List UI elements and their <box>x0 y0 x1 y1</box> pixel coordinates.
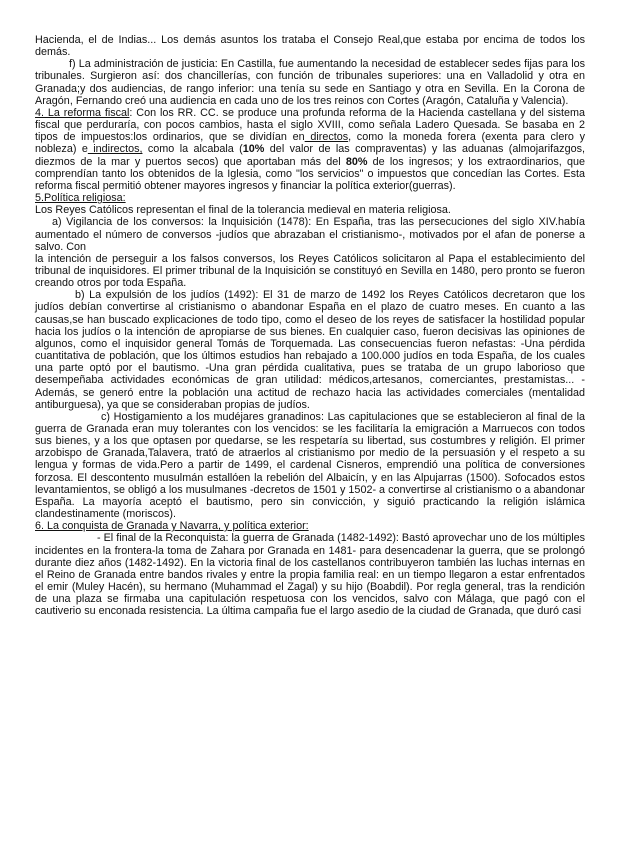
section-4-heading: 4. La reforma fiscal <box>35 106 130 119</box>
section-6-heading: 6. La conquista de Granada y Navarra, y política exterior: <box>35 520 309 533</box>
paragraph-hacienda-indias: Hacienda, el de Indias... Los demás asuntos los trataba el Consejo Real,que estaba por encima de todos los demás. <box>35 34 585 59</box>
document-page <box>35 34 585 618</box>
paragraph-expulsion-judios: b) La expulsión de los judíos (1492): El 31 de marzo de 1492 los Reyes Católicos decretaron que los judíos debían convertirse al cristianismo o abandonar España en el plazo de cuatro meses. En cuanto a las causas,se han buscado explicaciones de todo tipo, como el deseo de los reyes de satisfacer la hostilidad popular hacia los judíos o la intención de apropiarse de sus bienes. En cualquier caso, fueron decisivas las opiniones de algunos, como el inquisidor general Tomás de Torquemada. Las consecuencias fueron nefastas: -Una pérdida cuantitativa de población, que los últimos estudios han rebajado a 100.000 judíos en toda España, de los cuales una parte optó por el bautismo. -Una gran pérdida cualitativa, pues se trataba de un grupo laborioso que desempeñaba actividades económicas de gran utilidad: médicos,artesanos, comerciantes, prestamistas... -Además, se generó entre la población una actitud de rechazo hacia las actividades comerciales (mentalidad antiburguesa), ya que se consideraban propias de judíos. <box>35 289 585 411</box>
indirectos-term: indirectos, <box>87 143 143 156</box>
politica-religiosa-intro: Los Reyes Católicos representan el final de la tolerancia medieval en materia religiosa. <box>35 204 451 217</box>
paragraph-guerra-granada: - El final de la Reconquista: la guerra de Granada (1482-1492): Bastó aprovechar uno de los múltiples incidentes en la frontera-la toma de Zahara por Granada en 1481- para desencadenar la guerra, que se prolongó durante diez años (1482-1492). En la victoria final de los castellanos contribuyeron también las luchas internas en el Reino de Granada entre bandos rivales y entre la propia familia real: en un tiempo llegaron a estar enfrentados el emir (Muley Hacén), su hermano (Muhammad el Zagal) y su hijo (Boabdil). Por regla general, tras la rendición de una plaza se firmaba una capitulación respetuosa con los vencidos, salvo con Málaga, que pagó con el cautiverio su enconada resistencia. La última campaña fue el largo asedio de la ciudad de Granada, que duró casi <box>35 532 585 618</box>
section-6-heading-line <box>35 520 585 532</box>
ingresos-percent: 80% <box>345 155 368 168</box>
reforma-fiscal-text-b: , como la moneda forera (exenta para clero y nobleza) e <box>35 131 586 156</box>
reforma-fiscal-text-c: como la alcabala ( <box>142 143 243 156</box>
paragraph-administracion-justicia: f) La administración de justicia: En Castilla, fue aumentando la necesidad de establecer sedes fijas para los tribunales. Surgieron así: dos chancillerías, con función de tribunales superiores: una en Valladolid y otra en Granada;y dos audiencias, de rango inferior: una tenía su sede en Santiago y otra en Sevilla. En la Corona de Aragón, Fernando creó una audiencia en cada uno de los tres reinos con Cortes (Aragón, Cataluña y Valencia). <box>35 58 585 107</box>
paragraph-inquisicion-a: a) Vigilancia de los conversos: la Inquisición (1478): En España, tras las persecuciones del siglo XIV.había aumentado el número de conversos -judíos que abrazaban el cristianismo-, motivados por el afan de ponerse a salvo. Con <box>35 216 585 253</box>
reforma-fiscal-text-a: : Con los RR. CC. se produce una profunda reforma de la Hacienda castellana y del sistema fiscal que perduraría, con pocos cambios, hasta el siglo XVIII, como señala Ladero Quesada. Se basaba en 2 tipos de impuestos:los ordinarios, que se dividían en <box>35 106 586 144</box>
reforma-fiscal-text-d: del valor de las compraventas) y las aduanas (almojarifazgos, diezmos de la mar y puertos secos) que aportaban más del <box>35 143 585 168</box>
reforma-fiscal-text-e: de los ingresos; y los extraordinarios, que comprendían tanto los obtenidos de la Iglesia, como "los servicios" o impuestos que concedían las Cortes. Esta reforma fiscal permitió obtener mayores ingresos y financiar la política exterior(guerras). <box>35 155 585 192</box>
section-5-heading-line <box>35 192 585 204</box>
directos-term: directos <box>304 131 349 144</box>
paragraph-inquisicion-b: la intención de perseguir a los falsos conversos, los Reyes Católicos solicitaron al Papa el establecimiento del tribunal de inquisidores. El primer tribunal de la Inquisición se constituyó en Sevilla en 1480, pero pronto se fueron creando otros por toda España. <box>35 252 585 290</box>
section-reforma-fiscal <box>35 107 585 192</box>
paragraph-mudejares: c) Hostigamiento a los mudéjares granadinos: Las capitulaciones que se establecieron al final de la guerra de Granada eran muy tolerantes con los vencidos: se les facilitaría la emigración a Marruecos con todos sus bienes, y a los que optasen por quedarse, se les respetaría su libertad, sus costumbres y religión. El primer arzobispo de Granada,Talavera, trató de atraerlos al cristianismo por medio de la persuasión y el respeto a su lengua y formas de vida.Pero a partir de 1499, el cardenal Cisneros, emprendió una política de conversiones forzosa. El descontento musulmán estallóen la rebelión del Albaicín, y en las Alpujarras (1500). Sofocados estos levantamientos, se obligó a los musulmanes -decretos de 1501 y 1502- a convertirse al cristianismo o a abandonar España. La mayoría aceptó el bautismo, pero sin convicción, y siguió practicando la religión islámica clandestinamente (moriscos). <box>35 410 585 521</box>
alcabala-percent: 10% <box>242 143 265 156</box>
section-5-heading: 5.Política religiosa: <box>35 192 126 205</box>
